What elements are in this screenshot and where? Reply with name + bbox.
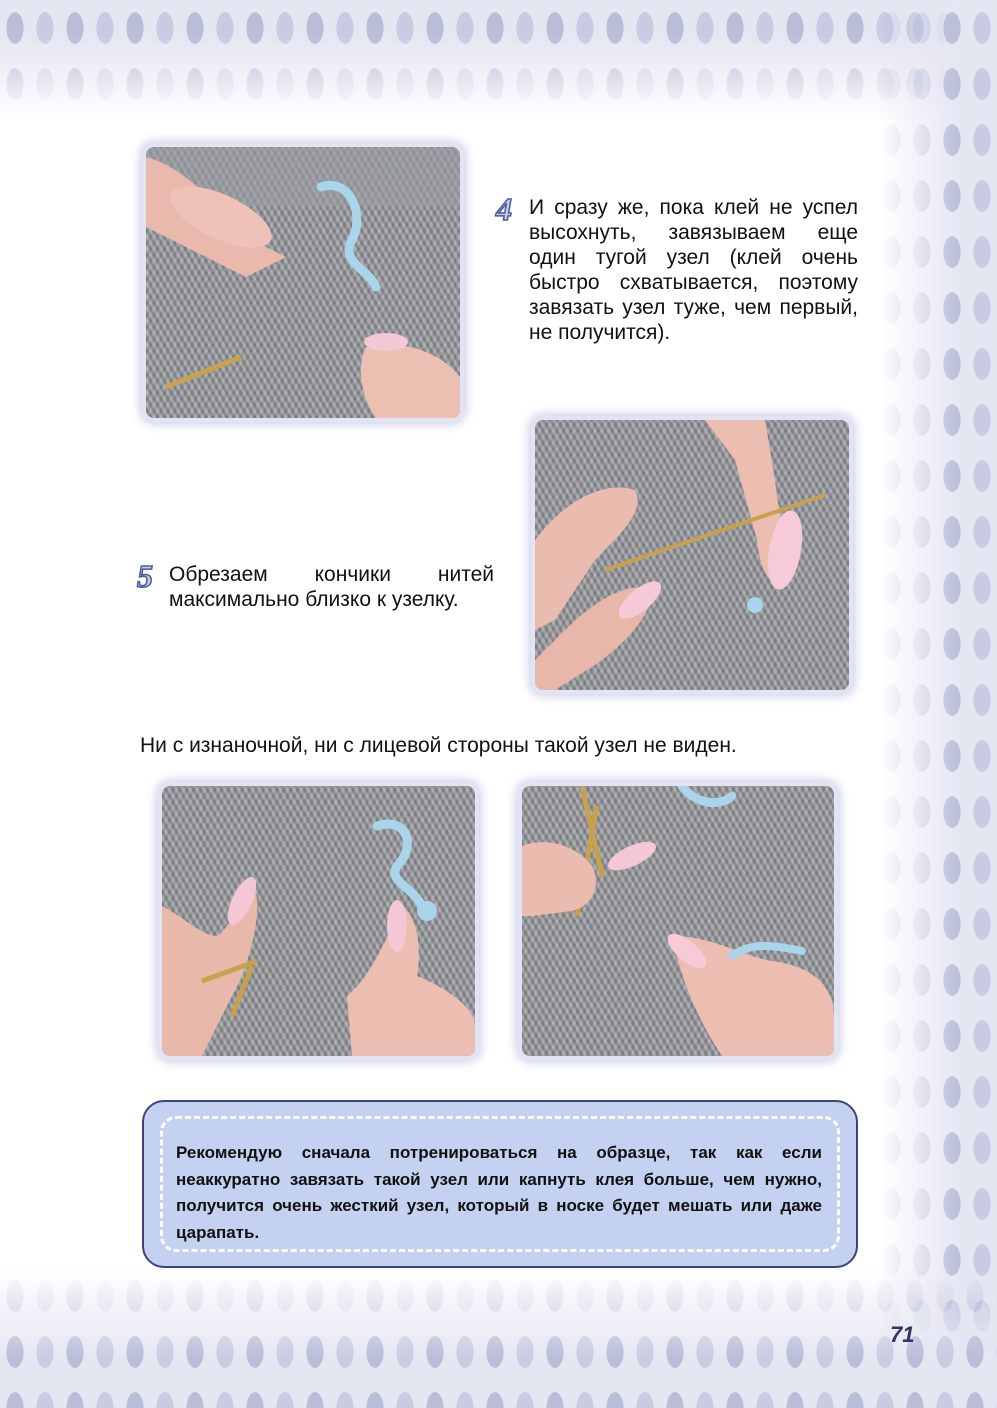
knot-invisible-caption: Ни с изнаночной, ни с лицевой стороны такой узел не виден. [140,734,737,757]
page-number: 71 [890,1322,915,1347]
step-4-text: И сразу же, пока клей не успел высохнуть, завязываем еще один тугой узел (клей очень быстро схватывается, поэтому завязать узел туже, чем первый, не получится). [529,196,858,344]
photo-cutting-threads-art [535,420,849,690]
knit-border-top [0,0,997,120]
step-number-4: 4 [496,191,512,227]
photo-knot-right-side-art [522,786,834,1056]
knit-border-right [877,0,997,1408]
photo-cutting-threads [535,420,849,690]
step-5-text: Обрезаем кончики нитей максимально близко к узелку. [169,563,494,611]
photo-knot-wrong-side-art [162,786,475,1056]
step-number-5: 5 [137,558,153,594]
tip-box [142,1100,858,1268]
photo-knot-wrong-side [162,786,475,1056]
photo-knot-right-side [522,786,834,1056]
knit-border-bottom [0,1268,997,1408]
photo-tying-knot-art [146,147,460,418]
tip-text: Рекомендую сначала потренироваться на образце, так как если неаккуратно завязать такой узел или капнуть клея больше, чем нужно, получится очень жесткий узел, который в носке будет мешать или даже царапать. [176,1143,822,1242]
photo-tying-knot [146,147,460,418]
